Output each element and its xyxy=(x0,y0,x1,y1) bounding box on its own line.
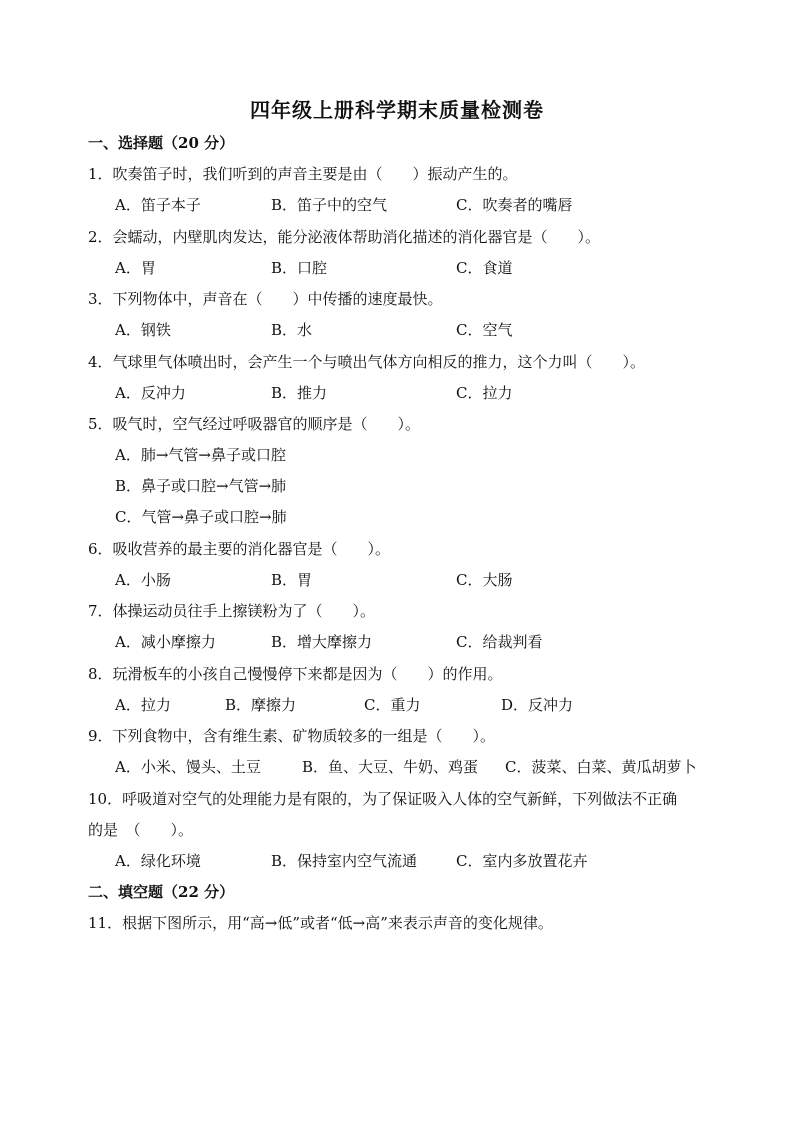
q9-option-b: B．鱼、大豆、牛奶、鸡蛋 xyxy=(302,758,479,776)
question-5: 5．吸气时，空气经过呼吸器官的顺序是（ ）。 xyxy=(88,415,421,433)
q8-option-d: D．反冲力 xyxy=(501,696,574,714)
q5-option-b: B．鼻子或口腔→气管→肺 xyxy=(115,477,287,495)
q1-option-a: A．笛子本子 xyxy=(115,196,201,214)
q3-option-b: B．水 xyxy=(271,321,313,339)
question-9: 9．下列食物中，含有维生素、矿物质较多的一组是（ ）。 xyxy=(88,727,496,745)
section-heading-choice: 一、选择题（20 分） xyxy=(88,134,235,152)
q7-option-b: B．增大摩擦力 xyxy=(271,633,373,651)
q9-option-a: A．小米、馒头、土豆 xyxy=(115,758,261,776)
q2-option-b: B．口腔 xyxy=(271,259,328,277)
question-11: 11．根据下图所示，用“高→低”或者“低→高”来表示声音的变化规律。 xyxy=(88,914,553,932)
q8-option-c: C．重力 xyxy=(364,696,421,714)
page-title: 四年级上册科学期末质量检测卷 xyxy=(250,98,544,122)
q8-option-b: B．摩擦力 xyxy=(225,696,297,714)
q1-option-c: C．吹奏者的嘴唇 xyxy=(456,196,573,214)
q8-option-a: A．拉力 xyxy=(115,696,171,714)
question-10-continued: 的是 （ ）。 xyxy=(88,821,194,839)
q9-option-c: C．菠菜、白菜、黄瓜胡萝卜 xyxy=(505,758,697,776)
q7-option-c: C．给裁判看 xyxy=(456,633,543,651)
question-2: 2．会蠕动，内壁肌肉发达，能分泌液体帮助消化描述的消化器官是（ ）。 xyxy=(88,228,601,246)
section-heading-fill: 二、填空题（22 分） xyxy=(88,883,235,901)
q7-option-a: A．减小摩擦力 xyxy=(115,633,216,651)
q3-option-c: C．空气 xyxy=(456,321,513,339)
question-4: 4．气球里气体喷出时，会产生一个与喷出气体方向相反的推力，这个力叫（ ）。 xyxy=(88,353,646,371)
q3-option-a: A．钢铁 xyxy=(115,321,171,339)
question-3: 3．下列物体中，声音在（ ）中传播的速度最快。 xyxy=(88,290,443,308)
question-10: 10．呼吸道对空气的处理能力是有限的，为了保证吸入人体的空气新鲜，下列做法不正确 xyxy=(88,790,678,808)
q10-option-a: A．绿化环境 xyxy=(115,852,201,870)
question-1: 1．吹奏笛子时，我们听到的声音主要是由（ ）振动产生的。 xyxy=(88,165,518,183)
q5-option-a: A．肺→气管→鼻子或口腔 xyxy=(115,446,286,464)
q2-option-c: C．食道 xyxy=(456,259,513,277)
q4-option-b: B．推力 xyxy=(271,384,328,402)
q2-option-a: A．胃 xyxy=(115,259,156,277)
q4-option-a: A．反冲力 xyxy=(115,384,186,402)
q4-option-c: C．拉力 xyxy=(456,384,513,402)
question-6: 6．吸收营养的最主要的消化器官是（ ）。 xyxy=(88,540,391,558)
q6-option-a: A．小肠 xyxy=(115,571,171,589)
q10-option-c: C．室内多放置花卉 xyxy=(456,852,588,870)
q1-option-b: B．笛子中的空气 xyxy=(271,196,388,214)
q6-option-b: B．胃 xyxy=(271,571,313,589)
q5-option-c: C．气管→鼻子或口腔→肺 xyxy=(115,508,287,526)
question-8: 8．玩滑板车的小孩自己慢慢停下来都是因为（ ）的作用。 xyxy=(88,665,503,683)
q6-option-c: C．大肠 xyxy=(456,571,513,589)
q10-option-b: B．保持室内空气流通 xyxy=(271,852,418,870)
question-7: 7．体操运动员往手上擦镁粉为了（ ）。 xyxy=(88,602,376,620)
